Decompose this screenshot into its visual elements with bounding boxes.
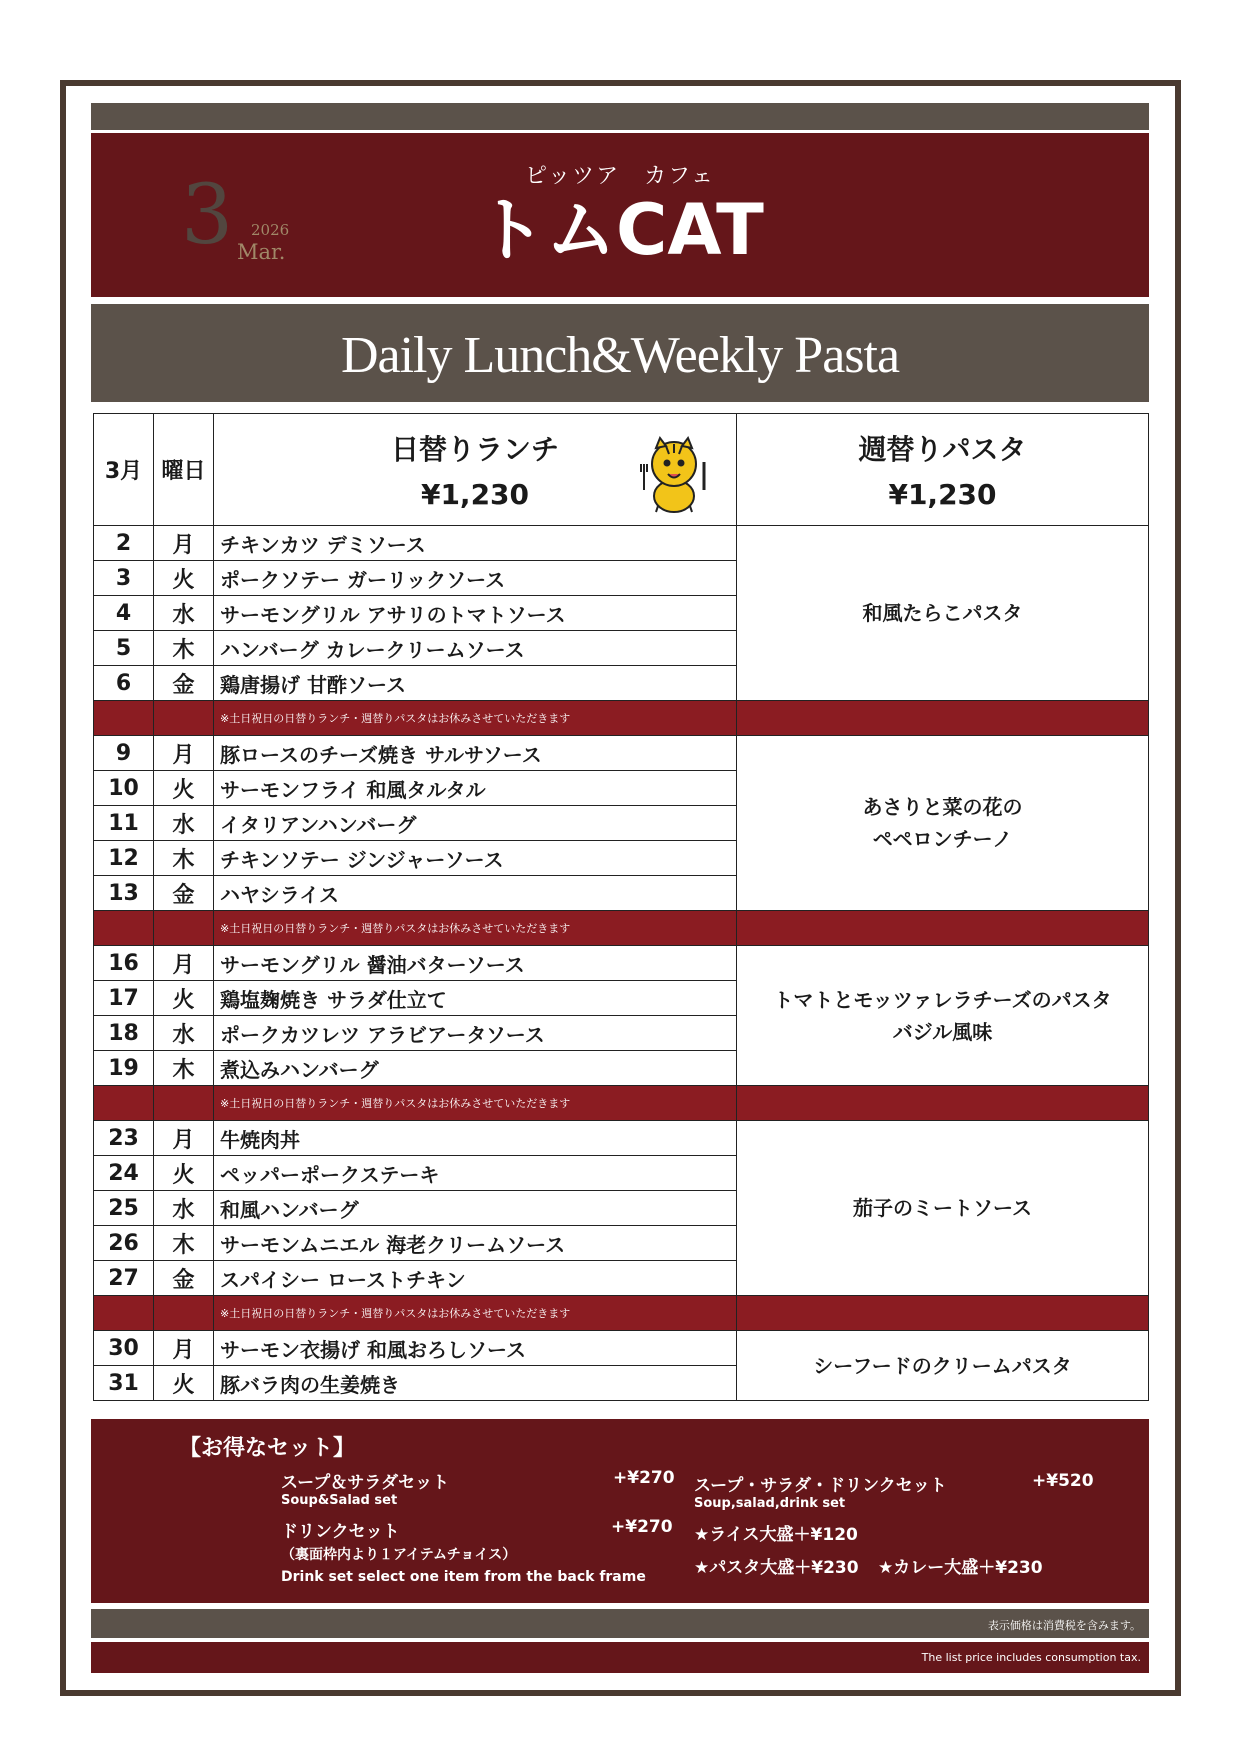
day-of-week: 火 [154, 561, 214, 596]
daily-lunch-item: ペッパーポークステーキ [214, 1156, 737, 1191]
full-set-label: スープ・サラダ・ドリンクセット [694, 1476, 947, 1496]
daily-lunch-item: サーモンムニエル 海老クリームソース [214, 1226, 737, 1261]
day-of-week: 月 [154, 526, 214, 561]
full-set-en: Soup,salad,drink set [694, 1496, 846, 1511]
weekly-pasta-line: 茄子のミートソース [853, 1196, 1032, 1220]
closed-note: ※土日祝日の日替りランチ・週替りパスタはお休みさせていただきます [214, 1086, 737, 1121]
closed-cell [154, 1296, 214, 1331]
month-abbr: Mar. [237, 240, 286, 264]
day-date: 6 [94, 666, 154, 701]
table-row [94, 1331, 1149, 1366]
shop-name: トムCAT [476, 189, 764, 271]
tiger-mascot-icon [638, 434, 710, 514]
title-banner [91, 304, 1149, 402]
closed-cell [154, 1086, 214, 1121]
day-date: 18 [94, 1016, 154, 1051]
shop-subtitle: ピッツア カフェ [524, 164, 716, 189]
day-of-week: 月 [154, 1331, 214, 1366]
daily-lunch-item: チキンソテー ジンジャーソース [214, 841, 737, 876]
closed-note: ※土日祝日の日替りランチ・週替りパスタはお休みさせていただきます [214, 701, 737, 736]
closed-cell [94, 701, 154, 736]
daily-lunch-item: サーモン衣揚げ 和風おろしソース [214, 1331, 737, 1366]
soup-salad-set-label: スープ＆サラダセット [281, 1473, 450, 1493]
day-date: 26 [94, 1226, 154, 1261]
tax-note-jp: 表示価格は消費税を含みます。 [987, 1619, 1141, 1632]
closed-notice-row [94, 1086, 1149, 1121]
tax-band-jp [91, 1609, 1149, 1638]
drink-set-en: Drink set select one item from the back frame [281, 1569, 646, 1585]
soup-salad-set-price: +¥270 [613, 1468, 675, 1488]
day-date: 9 [94, 736, 154, 771]
daily-lunch-item: ハヤシライス [214, 876, 737, 911]
daily-lunch-item: サーモングリル アサリのトマトソース [214, 596, 737, 631]
day-of-week: 木 [154, 1051, 214, 1086]
table-row [94, 1121, 1149, 1156]
closed-notice-row [94, 701, 1149, 736]
col-dow-header: 曜日 [154, 414, 214, 526]
daily-lunch-item: 和風ハンバーグ [214, 1191, 737, 1226]
closed-cell [737, 701, 1149, 736]
day-of-week: 水 [154, 806, 214, 841]
day-of-week: 木 [154, 1226, 214, 1261]
daily-lunch-item: 豚ロースのチーズ焼き サルサソース [214, 736, 737, 771]
day-date: 13 [94, 876, 154, 911]
lunch-price: ¥1,230 [420, 478, 530, 511]
daily-lunch-item: ポークカツレツ アラビアータソース [214, 1016, 737, 1051]
weekly-pasta-cell [737, 946, 1149, 1086]
day-of-week: 水 [154, 596, 214, 631]
pasta-title: 週替りパスタ [858, 433, 1027, 466]
daily-lunch-item: 豚バラ肉の生姜焼き [214, 1366, 737, 1401]
month-number: 3 [181, 168, 234, 263]
closed-note: ※土日祝日の日替りランチ・週替りパスタはお休みさせていただきます [214, 1296, 737, 1331]
closed-cell [737, 911, 1149, 946]
day-date: 30 [94, 1331, 154, 1366]
daily-lunch-item: ハンバーグ カレークリームソース [214, 631, 737, 666]
closed-cell [94, 1086, 154, 1121]
soup-salad-set-en: Soup&Salad set [281, 1493, 398, 1508]
weekly-pasta-cell [737, 736, 1149, 911]
daily-lunch-item: 鶏塩麹焼き サラダ仕立て [214, 981, 737, 1016]
weekly-pasta-line: シーフードのクリームパスタ [813, 1353, 1072, 1378]
full-set-price: +¥520 [1032, 1471, 1094, 1491]
day-date: 25 [94, 1191, 154, 1226]
top-band [91, 103, 1149, 130]
day-of-week: 金 [154, 666, 214, 701]
closed-cell [154, 701, 214, 736]
col-pasta-header [737, 414, 1149, 526]
pasta-large-option: ★パスタ大盛＋¥230 [694, 1558, 859, 1578]
day-of-week: 月 [154, 1121, 214, 1156]
day-date: 10 [94, 771, 154, 806]
daily-lunch-item: ポークソテー ガーリックソース [214, 561, 737, 596]
day-of-week: 金 [154, 1261, 214, 1296]
month-year: 2026 [251, 221, 290, 239]
day-date: 23 [94, 1121, 154, 1156]
lunch-title: 日替りランチ [390, 433, 559, 466]
day-date: 4 [94, 596, 154, 631]
day-of-week: 金 [154, 876, 214, 911]
rice-large-option: ★ライス大盛＋¥120 [694, 1525, 858, 1545]
day-of-week: 水 [154, 1016, 214, 1051]
drink-set-label: ドリンクセット [281, 1522, 400, 1542]
closed-note: ※土日祝日の日替りランチ・週替りパスタはお休みさせていただきます [214, 911, 737, 946]
weekly-pasta-cell [737, 1331, 1149, 1401]
drink-set-note: （裏面枠内より１アイテムチョイス） [281, 1547, 517, 1563]
weekly-pasta-line: 和風たらこパスタ [862, 601, 1023, 625]
daily-lunch-item: サーモングリル 醤油バターソース [214, 946, 737, 981]
day-date: 31 [94, 1366, 154, 1401]
pasta-price: ¥1,230 [888, 478, 997, 511]
day-date: 11 [94, 806, 154, 841]
col-lunch-header [214, 414, 737, 526]
day-of-week: 火 [154, 771, 214, 806]
day-date: 19 [94, 1051, 154, 1086]
day-of-week: 木 [154, 841, 214, 876]
weekly-pasta-line: あさりと菜の花の [862, 795, 1023, 819]
weekly-pasta-cell [737, 526, 1149, 701]
day-of-week: 水 [154, 1191, 214, 1226]
daily-lunch-item: 煮込みハンバーグ [214, 1051, 737, 1086]
day-of-week: 火 [154, 1366, 214, 1401]
day-of-week: 木 [154, 631, 214, 666]
table-row [94, 946, 1149, 981]
daily-lunch-item: チキンカツ デミソース [214, 526, 737, 561]
daily-lunch-item: 鶏唐揚げ 甘酢ソース [214, 666, 737, 701]
weekly-pasta-line: バジル風味 [892, 1019, 993, 1044]
day-date: 16 [94, 946, 154, 981]
table-row [94, 736, 1149, 771]
daily-lunch-item: イタリアンハンバーグ [214, 806, 737, 841]
shop-header [91, 133, 1149, 297]
daily-lunch-item: 牛焼肉丼 [214, 1121, 737, 1156]
col-month-header: 3月 [94, 414, 154, 526]
day-of-week: 火 [154, 1156, 214, 1191]
day-date: 5 [94, 631, 154, 666]
day-date: 17 [94, 981, 154, 1016]
closed-cell [154, 911, 214, 946]
closed-cell [737, 1296, 1149, 1331]
daily-lunch-item: サーモンフライ 和風タルタル [214, 771, 737, 806]
weekly-pasta-cell [737, 1121, 1149, 1296]
day-of-week: 月 [154, 946, 214, 981]
page-title: Daily Lunch&Weekly Pasta [340, 327, 900, 384]
day-date: 2 [94, 526, 154, 561]
weekly-pasta-line: ペペロンチーノ [872, 827, 1013, 851]
sets-heading: 【お得なセット】 [179, 1436, 356, 1461]
day-date: 24 [94, 1156, 154, 1191]
set-menu-panel [91, 1419, 1149, 1603]
weekly-pasta-line: トマトとモッツァレラチーズのパスタ [773, 987, 1112, 1012]
day-of-week: 月 [154, 736, 214, 771]
closed-cell [737, 1086, 1149, 1121]
day-of-week: 火 [154, 981, 214, 1016]
closed-notice-row [94, 1296, 1149, 1331]
closed-cell [94, 911, 154, 946]
day-date: 12 [94, 841, 154, 876]
table-row [94, 526, 1149, 561]
tax-band-en [91, 1642, 1149, 1673]
day-date: 27 [94, 1261, 154, 1296]
curry-large-option: ★カレー大盛＋¥230 [878, 1558, 1043, 1578]
drink-set-price: +¥270 [611, 1517, 673, 1537]
closed-notice-row [94, 911, 1149, 946]
daily-lunch-item: スパイシー ローストチキン [214, 1261, 737, 1296]
day-date: 3 [94, 561, 154, 596]
closed-cell [94, 1296, 154, 1331]
tax-note-en: The list price includes consumption tax. [921, 1651, 1141, 1664]
menu-table [93, 413, 1149, 1401]
